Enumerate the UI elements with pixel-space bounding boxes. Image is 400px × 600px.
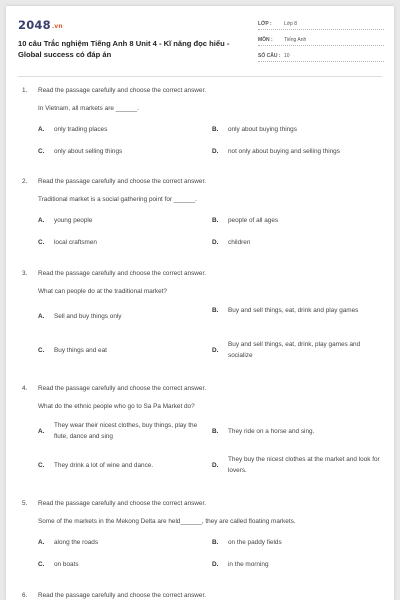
option-c[interactable]	[38, 559, 206, 570]
option-b[interactable]	[212, 124, 380, 135]
option-b[interactable]	[212, 215, 380, 226]
meta-value: Tiếng Anh	[284, 36, 307, 43]
option-letter: B.	[212, 217, 219, 224]
option-text: Buy and sell things, eat, drink and play games	[228, 307, 359, 314]
question-text: What can people do at the traditional market?	[38, 288, 167, 295]
worksheet-header	[6, 6, 394, 70]
option-text: on boats	[54, 561, 79, 568]
question-number: 6.	[22, 592, 28, 599]
question-instruction: Read the passage carefully and choose the correct answer.	[38, 592, 207, 599]
option-letter: D.	[212, 461, 219, 469]
header-divider	[18, 76, 382, 77]
question-number: 5.	[22, 500, 28, 507]
worksheet-meta	[258, 15, 384, 63]
option-text: Buy and sell things, eat, drink, play games and socialize	[228, 341, 361, 359]
option-c[interactable]	[38, 146, 206, 157]
option-text: only about buying things	[228, 126, 297, 133]
question-text: Some of the markets in the Mekong Delta are held______, they are called floating markets.	[38, 518, 296, 525]
worksheet-title: 10 câu Trắc nghiệm Tiếng Anh 8 Unit 4 - Kĩ năng đọc hiểu - Global success có đáp án	[18, 39, 230, 59]
option-text: children	[228, 239, 251, 246]
question-number: 4.	[22, 385, 28, 392]
option-d[interactable]	[212, 237, 380, 248]
option-letter: D.	[212, 148, 219, 155]
question-instruction: Read the passage carefully and choose the correct answer.	[38, 87, 207, 94]
option-text: They buy the nicest clothes at the market and look for lovers.	[228, 456, 380, 474]
option-text: not only about buying and selling things	[228, 148, 340, 155]
question-number: 3.	[22, 270, 28, 277]
meta-class-row	[258, 15, 384, 30]
option-c[interactable]	[38, 237, 206, 248]
option-letter: A.	[38, 126, 45, 133]
option-c[interactable]	[38, 460, 206, 471]
option-text: local craftsmen	[54, 239, 97, 246]
question-text: Traditional market is a social gathering point for ______.	[38, 196, 197, 203]
question-instruction: Read the passage carefully and choose the correct answer.	[38, 385, 207, 392]
option-letter: A.	[38, 313, 45, 320]
option-letter: A.	[38, 539, 45, 546]
option-letter: C.	[38, 239, 45, 246]
option-letter: C.	[38, 462, 45, 469]
meta-label: LỚP :	[258, 20, 272, 27]
option-letter: D.	[212, 561, 219, 568]
question-instruction: Read the passage carefully and choose the correct answer.	[38, 270, 207, 277]
option-a[interactable]	[38, 420, 206, 442]
option-text: They wear their nicest clothes, buy things, play the flute, dance and sing	[54, 422, 198, 440]
option-text: along the roads	[54, 539, 99, 546]
meta-count-row	[258, 47, 384, 62]
option-letter: D.	[212, 239, 219, 246]
option-letter: B.	[212, 428, 219, 435]
option-letter: A.	[38, 217, 45, 224]
option-text: only about selling things	[54, 148, 123, 155]
option-letter: C.	[38, 347, 45, 354]
option-text: Sell and buy things only	[54, 313, 122, 320]
option-d[interactable]	[212, 339, 380, 361]
option-text: people of all ages	[228, 217, 279, 224]
question-instruction: Read the passage carefully and choose the correct answer.	[38, 178, 207, 185]
option-letter: D.	[212, 346, 219, 354]
option-a[interactable]	[38, 311, 206, 322]
option-text: in the morning	[228, 561, 269, 568]
option-text: young people	[54, 217, 93, 224]
question-instruction: Read the passage carefully and choose the correct answer.	[38, 500, 207, 507]
question-text: In Vietnam, all markets are ______.	[38, 105, 139, 112]
meta-value: 10	[284, 52, 290, 59]
option-letter: C.	[38, 148, 45, 155]
meta-value: Lớp 8	[284, 20, 298, 27]
option-d[interactable]	[212, 454, 380, 476]
site-logo[interactable]: 2048.vn	[18, 18, 63, 32]
option-c[interactable]	[38, 345, 206, 356]
option-b[interactable]	[212, 426, 380, 437]
option-a[interactable]	[38, 215, 206, 226]
worksheet-page	[6, 6, 394, 600]
option-a[interactable]	[38, 124, 206, 135]
option-letter: B.	[212, 126, 219, 133]
meta-subject-row	[258, 31, 384, 46]
option-b[interactable]	[212, 305, 380, 316]
option-letter: B.	[212, 307, 219, 314]
option-letter: A.	[38, 427, 45, 435]
meta-label: MÔN :	[258, 36, 273, 43]
question-number: 2.	[22, 178, 28, 185]
option-d[interactable]	[212, 559, 380, 570]
option-a[interactable]	[38, 537, 206, 548]
option-letter: B.	[212, 539, 219, 546]
option-text: only trading places	[54, 126, 108, 133]
option-text: Buy things and eat	[54, 347, 107, 354]
option-letter: C.	[38, 561, 45, 568]
option-b[interactable]	[212, 537, 380, 548]
option-text: They ride on a horse and sing.	[228, 428, 315, 435]
option-d[interactable]	[212, 146, 380, 157]
question-number: 1.	[22, 87, 28, 94]
question-text: What do the ethnic people who go to Sa Pa Market do?	[38, 403, 195, 410]
option-text: on the paddy fields	[228, 539, 282, 546]
meta-label: SỐ CÂU :	[258, 52, 281, 59]
option-text: They drink a lot of wine and dance.	[54, 462, 154, 469]
